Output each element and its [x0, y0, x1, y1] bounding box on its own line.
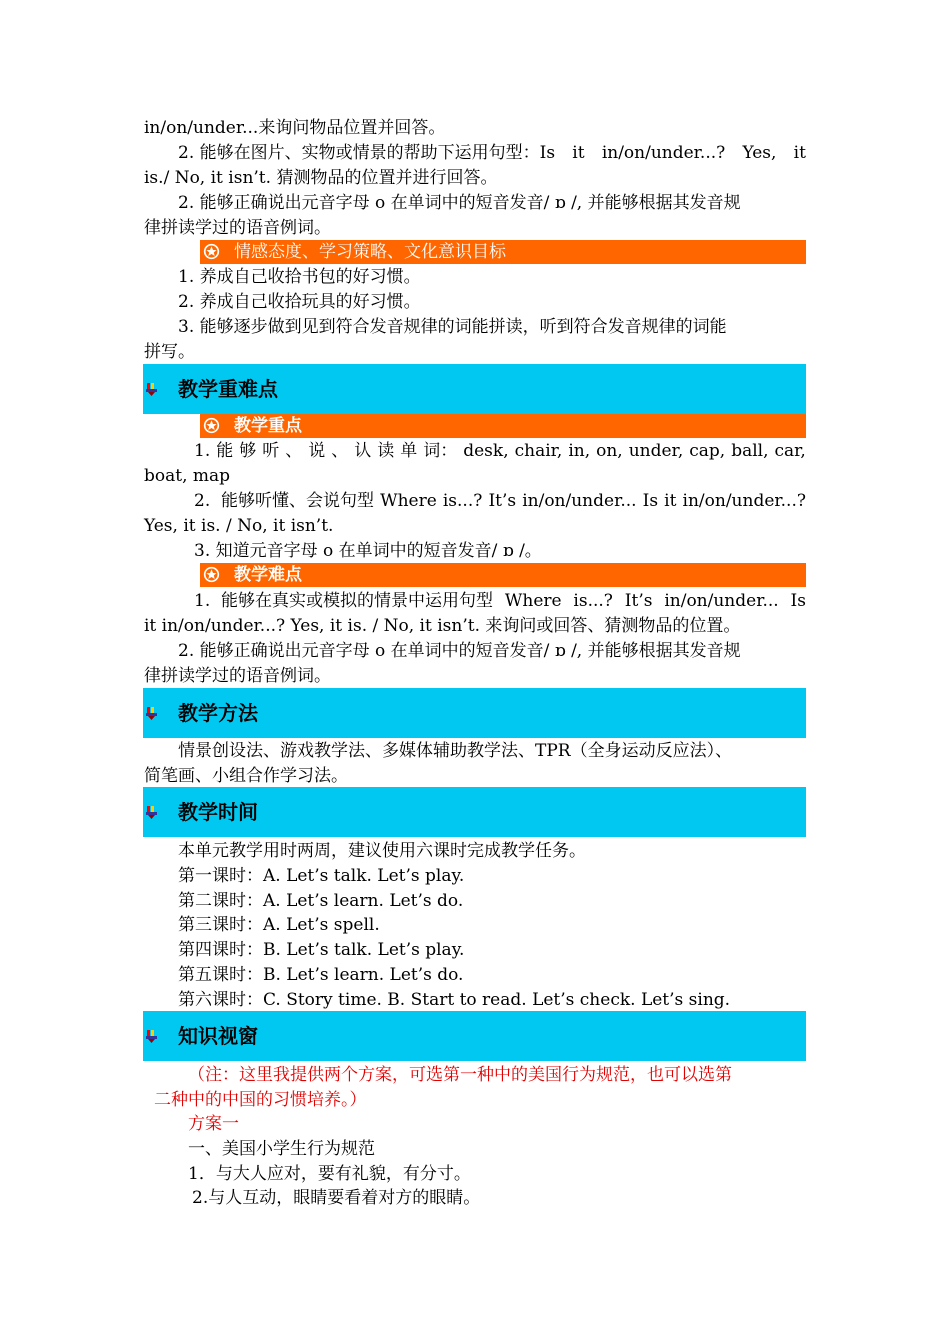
schedule-lesson: 第二课时：A. Let’s learn. Let’s do.	[178, 891, 464, 911]
knowledge-plan-label: 方案一	[188, 1114, 239, 1134]
key-points-banner	[200, 414, 806, 438]
objective-line-continued: in/on/under...来询问物品位置并回答。	[144, 118, 446, 138]
knowledge-note-line-2: 二种中的中国的习惯培养。）	[154, 1090, 367, 1110]
schedule-lesson: 第五课时：B. Let’s learn. Let’s do.	[178, 965, 464, 985]
knowledge-subheading: 一、美国小学生行为规范	[188, 1139, 375, 1159]
difficult-point-1a: 1. 能够在真实或模拟的情景中运用句型 Where is...? It’s in/on/under... Is	[194, 591, 806, 611]
knowledge-note-line-1: （注：这里我提供两个方案，可选第一种中的美国行为规范，也可以选第	[188, 1065, 732, 1085]
affect-item-2: 2. 养成自己收拾玩具的好习惯。	[178, 292, 421, 312]
key-point-1b: boat, map	[144, 466, 231, 486]
key-point-3: 3. 知道元音字母 o 在单词中的短音发音/ ɒ /。	[194, 541, 542, 561]
section-heading-schedule	[143, 787, 806, 837]
methods-line-2: 简笔画、小组合作学习法。	[144, 766, 348, 786]
schedule-lesson: 第三课时：A. Let’s spell.	[178, 915, 380, 935]
section-title: 教学重难点	[178, 377, 278, 401]
section-heading-key-difficult	[143, 364, 806, 414]
star-circle-icon	[203, 417, 220, 434]
section-title: 知识视窗	[178, 1024, 258, 1048]
objective-item-2b: is./ No, it isn’t. 猜测物品的位置并进行回答。	[144, 168, 498, 188]
star-circle-icon	[203, 566, 220, 583]
difficult-point-2a: 2. 能够正确说出元音字母 o 在单词中的短音发音/ ɒ /, 并能够根据其发音规	[178, 641, 741, 661]
book-bullet-icon	[146, 806, 158, 820]
affect-goals-banner	[200, 240, 806, 264]
key-point-1a: 1. 能 够 听 、 说 、 认 读 单 词： desk, chair, in, on, under, cap, ball, car,	[194, 441, 806, 461]
key-points-title: 教学重点	[234, 416, 302, 436]
section-heading-methods	[143, 688, 806, 738]
book-bullet-icon	[146, 707, 158, 721]
book-bullet-icon	[146, 383, 158, 397]
affect-item-3a: 3. 能够逐步做到见到符合发音规律的词能拼读，听到符合发音规律的词能	[178, 317, 727, 337]
section-title: 教学方法	[178, 701, 258, 725]
objective-item-3b: 律拼读学过的语音例词。	[144, 218, 331, 238]
difficult-point-2b: 律拼读学过的语音例词。	[144, 666, 331, 686]
schedule-lesson: 第六课时：C. Story time. B. Start to read. Let’s check. Let’s sing.	[178, 990, 731, 1010]
knowledge-rule-2: 2.与人互动，眼睛要看着对方的眼睛。	[192, 1188, 481, 1208]
star-circle-icon	[203, 243, 220, 260]
objective-item-3a: 2. 能够正确说出元音字母 o 在单词中的短音发音/ ɒ /, 并能够根据其发音规	[178, 193, 741, 213]
difficult-points-title: 教学难点	[234, 565, 302, 585]
affect-item-3b: 拼写。	[144, 342, 195, 362]
knowledge-rule-1: 1．与大人应对，要有礼貌，有分寸。	[188, 1164, 471, 1184]
objective-item-2a: 2. 能够在图片、实物或情景的帮助下运用句型：Is it in/on/under...? Yes, it	[178, 143, 806, 163]
affect-goals-title: 情感态度、学习策略、文化意识目标	[234, 242, 506, 262]
key-point-2a: 2. 能够听懂、会说句型 Where is...? It’s in/on/under... Is it in/on/under...?	[194, 491, 806, 511]
section-heading-knowledge	[143, 1011, 806, 1061]
difficult-point-1b: it in/on/under...? Yes, it is. / No, it isn’t. 来询问或回答、猜测物品的位置。	[144, 616, 741, 636]
book-bullet-icon	[146, 1030, 158, 1044]
schedule-lesson: 第一课时：A. Let’s talk. Let’s play.	[178, 866, 465, 886]
key-point-2b: Yes, it is. / No, it isn’t.	[144, 516, 334, 536]
schedule-lesson: 第四课时：B. Let’s talk. Let’s play.	[178, 940, 465, 960]
methods-line-1: 情景创设法、游戏教学法、多媒体辅助教学法、TPR（全身运动反应法）、	[178, 741, 733, 761]
section-title: 教学时间	[178, 800, 258, 824]
difficult-points-banner	[200, 563, 806, 587]
schedule-intro: 本单元教学用时两周，建议使用六课时完成教学任务。	[178, 841, 586, 861]
affect-item-1: 1. 养成自己收拾书包的好习惯。	[178, 267, 421, 287]
